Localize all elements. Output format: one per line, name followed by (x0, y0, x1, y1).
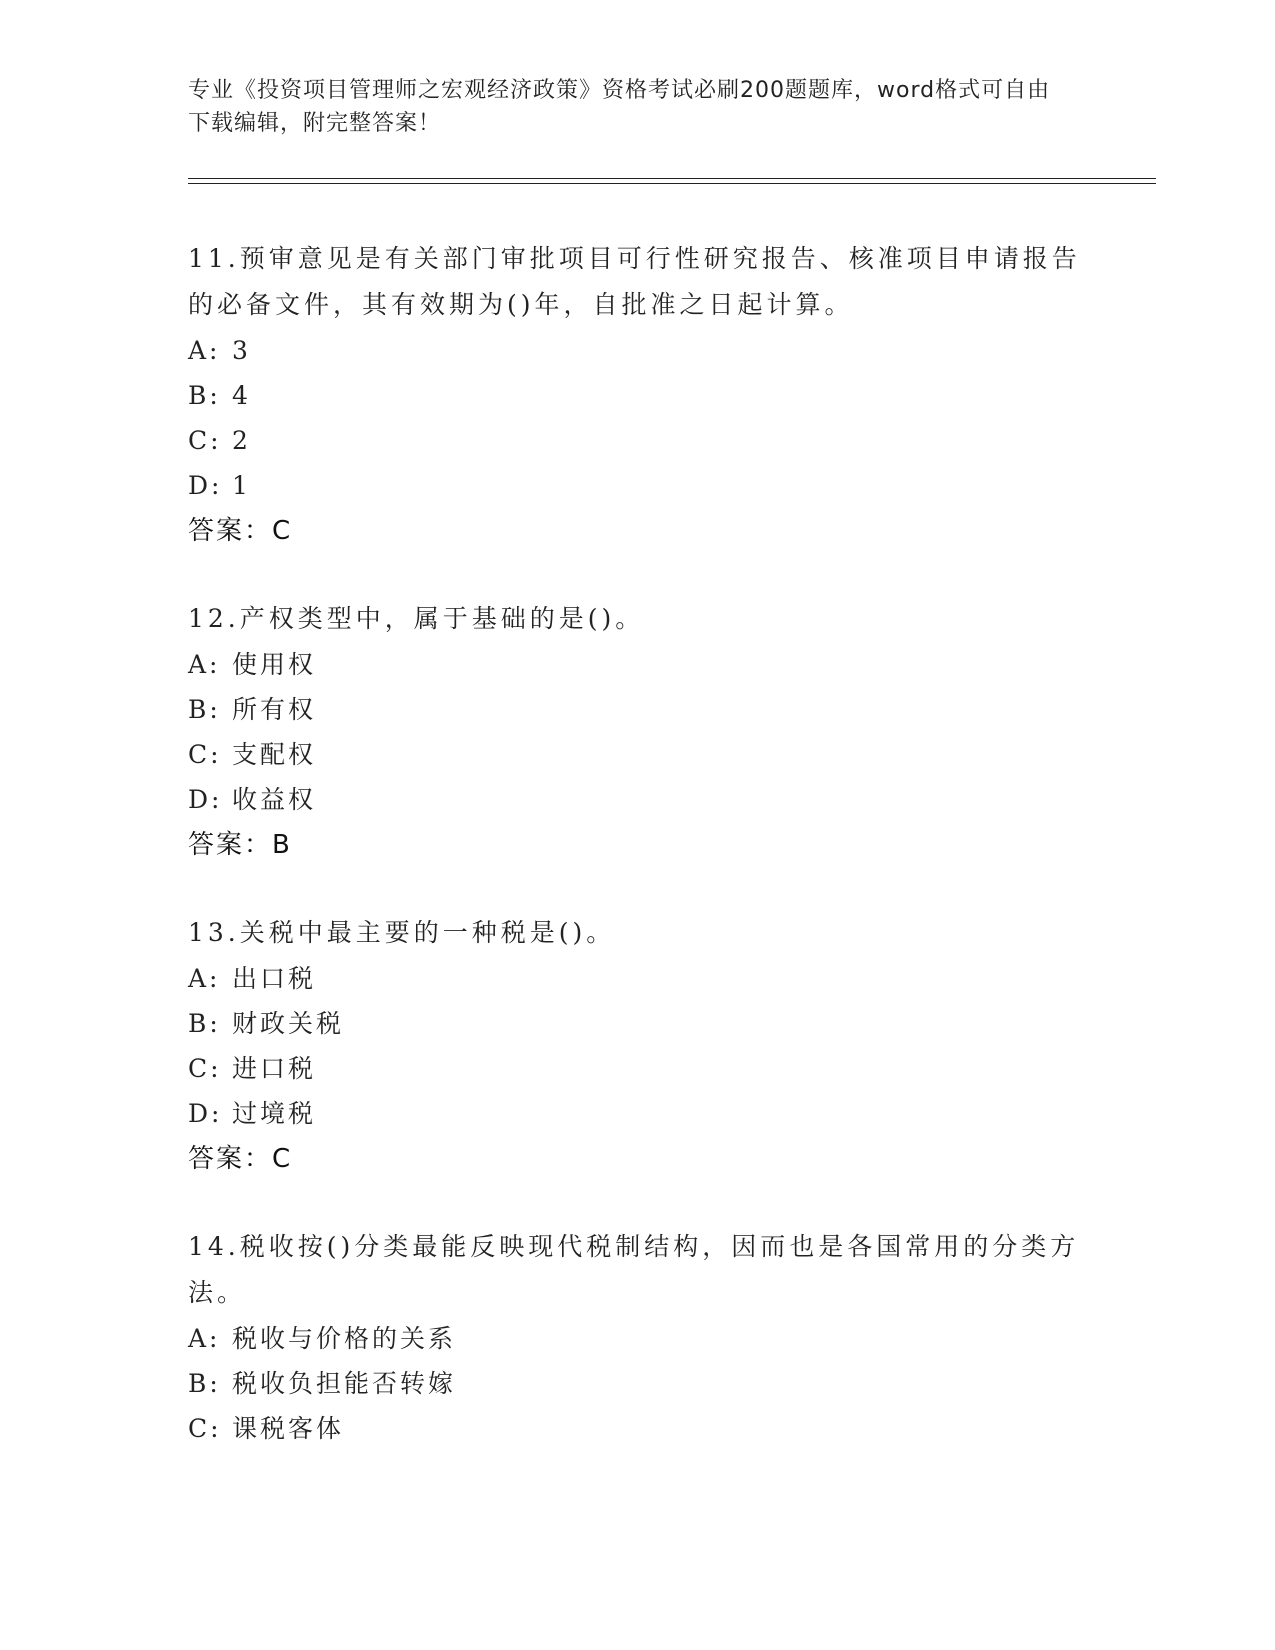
option-a (188, 328, 1088, 373)
option-letter: A: (188, 964, 221, 993)
option-letter: D: (188, 1099, 223, 1128)
option-text: 4 (232, 381, 251, 410)
option-text: 3 (232, 336, 251, 365)
answer-text: 答案：B (188, 830, 292, 860)
option-text: 使用权 (232, 650, 317, 679)
question-11 (188, 236, 1088, 554)
option-text: 2 (232, 426, 251, 455)
option-text: 所有权 (232, 695, 317, 724)
option-letter: C: (188, 426, 222, 455)
option-letter: A: (188, 336, 221, 365)
option-letter: D: (188, 471, 223, 500)
option-text: 支配权 (232, 740, 317, 769)
option-d (188, 777, 1088, 822)
option-letter: D: (188, 785, 223, 814)
option-letter: C: (188, 1414, 222, 1443)
option-c (188, 418, 1088, 463)
question-13 (188, 910, 1088, 1182)
option-letter: B: (188, 695, 221, 724)
option-a (188, 1316, 1088, 1361)
option-letter: A: (188, 650, 221, 679)
header-divider-bottom (188, 183, 1156, 184)
option-a (188, 642, 1088, 687)
question-list (188, 236, 1088, 1493)
option-c (188, 1046, 1088, 1091)
option-letter: A: (188, 1324, 221, 1353)
option-letter: C: (188, 1054, 222, 1083)
header-title: 专业《投资项目管理师之宏观经济政策》资格考试必刷200题题库，word格式可自由下载编辑，附完整答案！ (188, 78, 1051, 136)
option-d (188, 463, 1088, 508)
document-header (188, 74, 1068, 140)
option-d (188, 1091, 1088, 1136)
option-letter: B: (188, 1009, 221, 1038)
option-text: 税收与价格的关系 (232, 1324, 457, 1353)
option-a (188, 956, 1088, 1001)
answer-text: 答案：C (188, 516, 293, 546)
header-divider-top (188, 178, 1156, 179)
option-text: 进口税 (232, 1054, 317, 1083)
question-text: 11.预审意见是有关部门审批项目可行性研究报告、核准项目申请报告的必备文件，其有效期为()年，自批准之日起计算。 (188, 244, 1081, 319)
option-text: 过境税 (232, 1099, 317, 1128)
option-b (188, 1361, 1088, 1406)
option-b (188, 1001, 1088, 1046)
answer-text: 答案：C (188, 1144, 293, 1174)
question-text: 12.产权类型中，属于基础的是()。 (188, 604, 645, 633)
option-c (188, 1406, 1088, 1451)
option-text: 1 (232, 471, 251, 500)
question-14 (188, 1224, 1088, 1451)
option-text: 收益权 (232, 785, 317, 814)
option-text: 出口税 (232, 964, 317, 993)
question-text: 14.税收按()分类最能反映现代税制结构，因而也是各国常用的分类方法。 (188, 1232, 1080, 1307)
option-text: 课税客体 (232, 1414, 345, 1443)
option-b (188, 373, 1088, 418)
option-text: 财政关税 (232, 1009, 345, 1038)
option-letter: C: (188, 740, 222, 769)
question-text: 13.关税中最主要的一种税是()。 (188, 918, 616, 947)
option-letter: B: (188, 381, 221, 410)
option-b (188, 687, 1088, 732)
option-letter: B: (188, 1369, 221, 1398)
option-c (188, 732, 1088, 777)
option-text: 税收负担能否转嫁 (232, 1369, 457, 1398)
question-12 (188, 596, 1088, 868)
